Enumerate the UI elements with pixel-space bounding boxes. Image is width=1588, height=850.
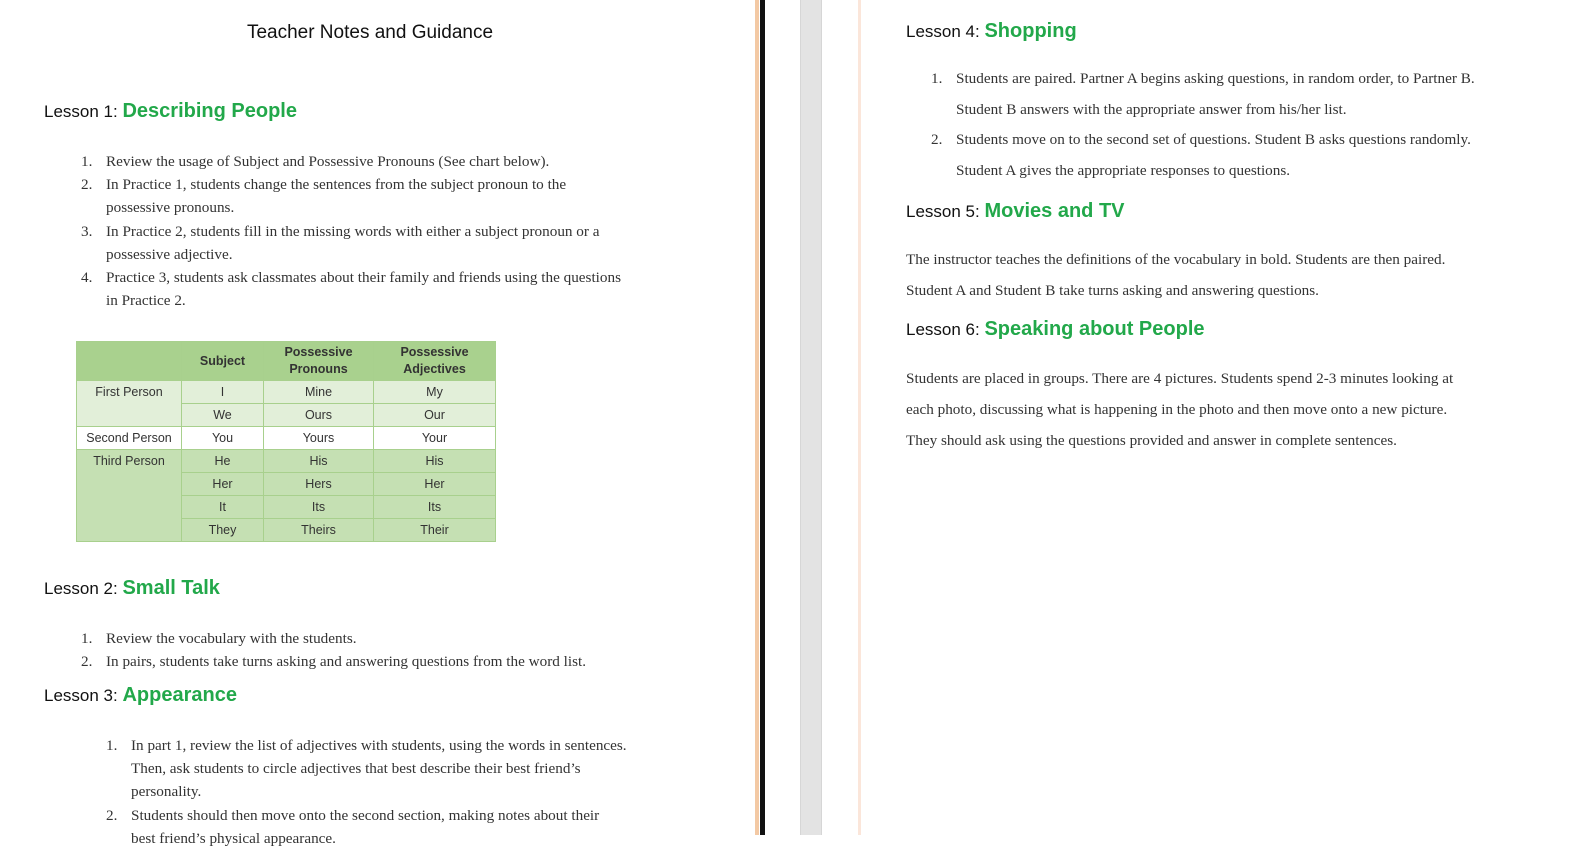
lesson-4-heading bbox=[906, 20, 1077, 43]
table-cell: Ours bbox=[264, 404, 374, 427]
table-cell: Yours bbox=[264, 427, 374, 450]
page-divider-accent bbox=[755, 0, 759, 835]
list-item-number: 2. bbox=[931, 131, 943, 148]
list-item bbox=[81, 627, 721, 650]
list-item-text: In Practice 1, students change the sentences from the subject pronoun to the bbox=[106, 176, 567, 194]
paragraph-line: The instructor teaches the definitions of the vocabulary in bold. Students are then paired. bbox=[906, 251, 1446, 268]
lesson-2-steps bbox=[81, 627, 721, 673]
left-page bbox=[0, 0, 758, 847]
table-cell: We bbox=[182, 404, 264, 427]
list-item-text: possessive adjective. bbox=[106, 245, 233, 263]
lesson-1-prefix: Lesson 1: bbox=[44, 102, 118, 121]
lesson-4-prefix: Lesson 4: bbox=[906, 22, 980, 41]
table-group-second-person: Second Person bbox=[77, 427, 182, 450]
list-item-number: 1. bbox=[931, 70, 943, 87]
list-item-text: Review the vocabulary with the students. bbox=[106, 630, 357, 647]
table-cell: His bbox=[264, 450, 374, 473]
table-header-subject: Subject bbox=[182, 342, 264, 381]
table-cell: He bbox=[182, 450, 264, 473]
list-item-text: Students are paired. Partner A begins asking questions, in random order, to Partner B. bbox=[956, 70, 1475, 87]
table-cell: Hers bbox=[264, 473, 374, 496]
list-item-text: Student B answers with the appropriate answer from his/her list. bbox=[956, 100, 1347, 118]
list-item-text: In Practice 2, students fill in the missing words with either a subject pronoun or a bbox=[106, 222, 600, 240]
lesson-5-paragraph bbox=[906, 244, 1576, 306]
lesson-3-name: Appearance bbox=[122, 684, 237, 706]
list-item-text: Student A gives the appropriate responses to questions. bbox=[956, 161, 1291, 179]
table-cell: You bbox=[182, 427, 264, 450]
gutter-bar bbox=[800, 0, 822, 835]
list-item-number: 1. bbox=[81, 630, 93, 647]
list-item-number: 2. bbox=[81, 176, 93, 194]
list-item-text: Then, ask students to circle adjectives that best describe their best friend’s bbox=[131, 760, 581, 778]
paragraph-line: Student A and Student B take turns asking and answering questions. bbox=[906, 282, 1319, 299]
table-cell: Their bbox=[374, 519, 496, 542]
table-cell: They bbox=[182, 519, 264, 542]
lesson-5-prefix: Lesson 5: bbox=[906, 202, 980, 221]
list-item-text: possessive pronouns. bbox=[106, 199, 235, 217]
lesson-2-prefix: Lesson 2: bbox=[44, 579, 118, 598]
table-cell: Her bbox=[374, 473, 496, 496]
list-item-number: 2. bbox=[81, 653, 93, 671]
table-cell: His bbox=[374, 450, 496, 473]
list-item bbox=[106, 804, 726, 850]
lesson-3-prefix: Lesson 3: bbox=[44, 686, 118, 705]
list-item bbox=[931, 125, 1586, 186]
table-cell: Its bbox=[264, 496, 374, 519]
table-group-third-person: Third Person bbox=[77, 450, 182, 542]
list-item-text: Practice 3, students ask classmates about their family and friends using the questions bbox=[106, 269, 621, 287]
table-cell: My bbox=[374, 381, 496, 404]
table-cell: I bbox=[182, 381, 264, 404]
table-header-possessive-adjectives: Possessive Adjectives bbox=[374, 342, 496, 381]
list-item-number: 3. bbox=[81, 222, 93, 240]
lesson-6-paragraph bbox=[906, 363, 1576, 456]
table-group-first-person: First Person bbox=[77, 381, 182, 427]
list-item-number: 1. bbox=[81, 153, 93, 170]
lesson-6-prefix: Lesson 6: bbox=[906, 320, 980, 339]
table-cell: It bbox=[182, 496, 264, 519]
list-item-number: 4. bbox=[81, 269, 93, 287]
paragraph-line: They should ask using the questions provided and answer in complete sentences. bbox=[906, 432, 1397, 449]
list-item-text: In pairs, students take turns asking and answering questions from the word list. bbox=[106, 653, 587, 671]
table-row bbox=[77, 450, 496, 473]
lesson-2-name: Small Talk bbox=[122, 577, 220, 599]
lesson-2-heading bbox=[44, 577, 220, 600]
table-cell: Mine bbox=[264, 381, 374, 404]
lesson-5-heading bbox=[906, 200, 1125, 223]
table-cell: Your bbox=[374, 427, 496, 450]
list-item-text: Students should then move onto the second section, making notes about their bbox=[131, 806, 600, 824]
list-item-text: in Practice 2. bbox=[106, 292, 186, 310]
list-item-number: 1. bbox=[106, 737, 118, 754]
list-item bbox=[81, 173, 721, 219]
lesson-1-name: Describing People bbox=[122, 100, 297, 122]
lesson-3-steps bbox=[106, 734, 726, 850]
lesson-4-name: Shopping bbox=[984, 20, 1077, 42]
list-item-text: In part 1, review the list of adjectives with students, using the words in sentences. bbox=[131, 737, 627, 754]
list-item-text: Review the usage of Subject and Possessive Pronouns (See chart below). bbox=[106, 153, 550, 170]
list-item-text: best friend’s physical appearance. bbox=[131, 829, 336, 847]
table-cell: Her bbox=[182, 473, 264, 496]
table-cell: Theirs bbox=[264, 519, 374, 542]
pronoun-table bbox=[76, 341, 496, 542]
lesson-6-heading bbox=[906, 318, 1205, 341]
list-item bbox=[81, 266, 721, 312]
lesson-1-heading bbox=[44, 100, 297, 123]
list-item-text: Students move on to the second set of questions. Student B asks questions randomly. bbox=[956, 131, 1471, 148]
lesson-5-name: Movies and TV bbox=[984, 200, 1125, 222]
lesson-3-heading bbox=[44, 684, 237, 707]
list-item bbox=[81, 650, 721, 673]
lesson-4-steps bbox=[931, 64, 1586, 186]
table-header-possessive-pronouns: Possessive Pronouns bbox=[264, 342, 374, 381]
table-cell: Its bbox=[374, 496, 496, 519]
lesson-6-name: Speaking about People bbox=[984, 318, 1205, 340]
list-item bbox=[931, 64, 1586, 125]
list-item bbox=[106, 734, 726, 804]
table-cell: Our bbox=[374, 404, 496, 427]
right-page bbox=[861, 0, 1588, 835]
lesson-1-steps bbox=[81, 150, 721, 312]
table-header-blank bbox=[77, 342, 182, 381]
paragraph-line: Students are placed in groups. There are 4 pictures. Students spend 2-3 minutes looking at bbox=[906, 370, 1454, 387]
list-item bbox=[81, 220, 721, 266]
table-row bbox=[77, 381, 496, 404]
table-header-row bbox=[77, 342, 496, 381]
page-title: Teacher Notes and Guidance bbox=[246, 22, 494, 43]
list-item-number: 2. bbox=[106, 806, 118, 824]
table-row bbox=[77, 427, 496, 450]
list-item bbox=[81, 150, 721, 173]
list-item-text: personality. bbox=[131, 783, 202, 801]
paragraph-line: each photo, discussing what is happening in the photo and then move onto a new picture. bbox=[906, 401, 1448, 418]
